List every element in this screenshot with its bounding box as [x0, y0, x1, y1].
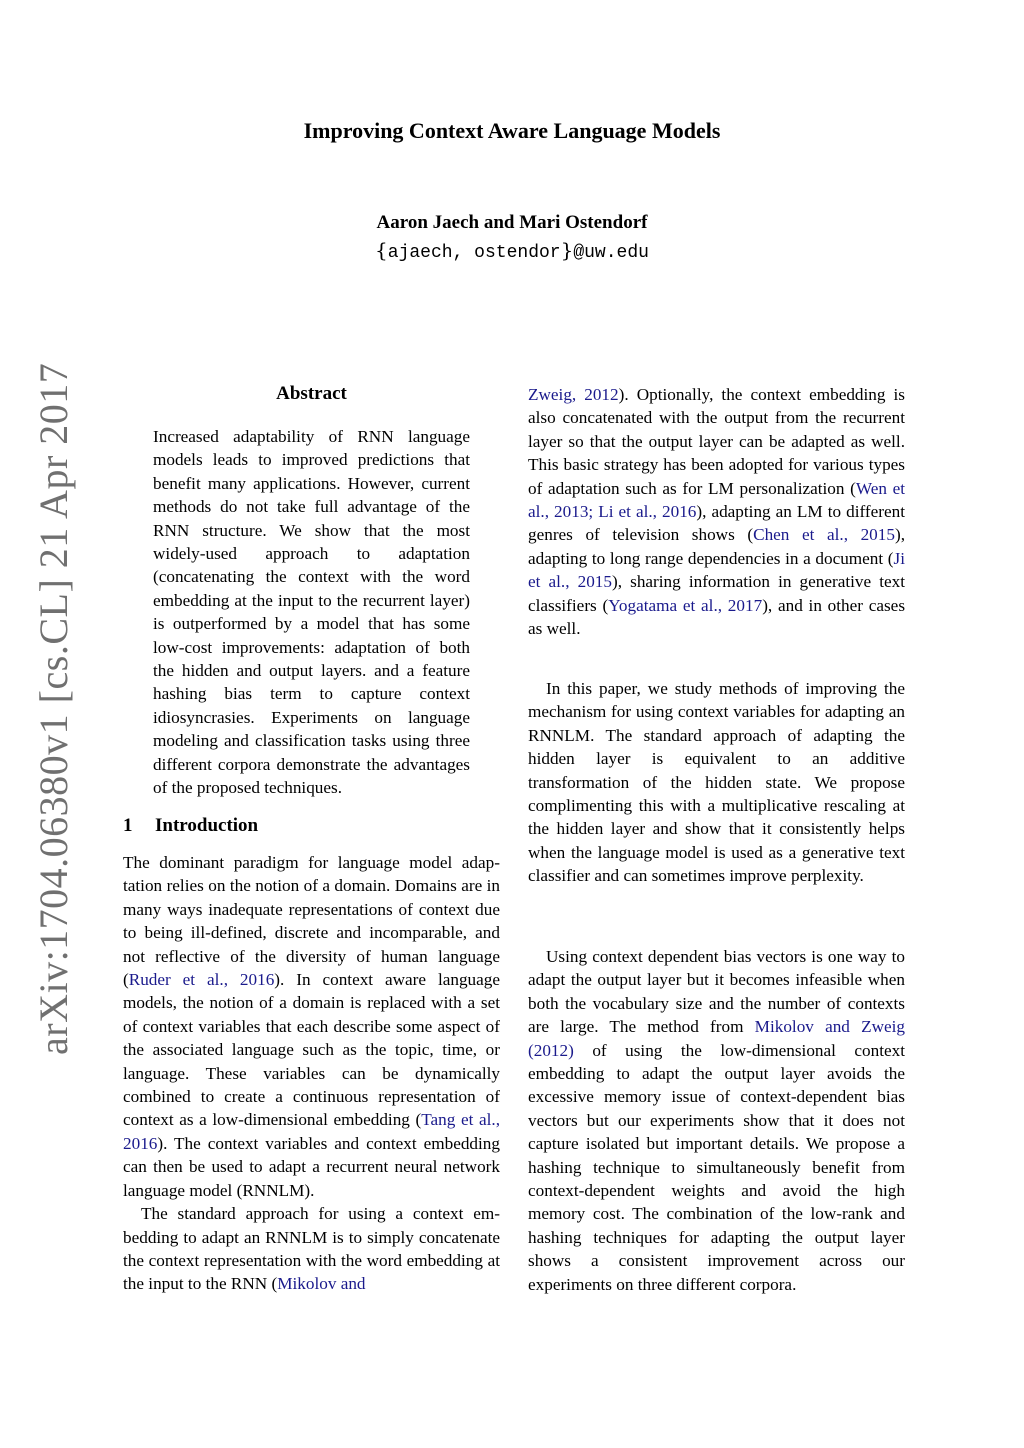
right-column-middle: [528, 677, 905, 888]
intro-paragraph-4: [528, 945, 905, 1296]
text-run: The dominant paradigm for language model adaptation relies on the notion of a domain. Domains are in many ways inadequate representations of context due to being ill-defined, discrete and incomparable, and not reflective of the diversity of human language (: [123, 853, 500, 990]
citation-link[interactable]: Yogatama et al., 2017: [608, 595, 763, 615]
text-run: ), and in other cases as well.: [528, 595, 906, 639]
email-domain: @uw.edu: [573, 243, 649, 263]
intro-paragraph-1: [123, 851, 500, 1202]
intro-paragraph-2-start: [123, 1202, 500, 1296]
citation-link[interactable]: Wen et al., 2013; Li et al., 2016: [528, 478, 905, 522]
text-run: ). In context aware language models, the notion of a domain is replaced with a set of context variables that each describe some aspect of the associated language such as the topic, time, or language. These variables can be dynamically combined to create a continuous representation of context as a low-dimensional embedding (: [123, 970, 500, 1130]
intro-paragraph-2-continued: [528, 383, 905, 640]
text-run: ), adapting an LM to different genres of television shows (: [528, 502, 906, 545]
section-heading-introduction: [123, 815, 258, 837]
text-run: The standard approach for using a context embedding to adapt an RNNLM is to simply concatenate the context representation with the word embedding at the input to the RNN (: [123, 1204, 500, 1294]
email-users: ajaech, ostendor: [387, 243, 561, 263]
abstract-text: Increased adaptability of RNN language models leads to improved predictions that benefit many applications. However, current methods do not take full advantage of the RNN structure. We show that the most widely-used approach to adaptation (concatenating the context with the word embedding at the input to the recurrent layer) is outperformed by a model that has some low-cost improvements: adaptation of both the hidden and output layers. and a feature hashing bias term to capture context idiosyncrasies. Experiments on language modeling and classification tasks using three different corpora demonstrate the advantages of the proposed techniques.: [153, 427, 470, 798]
left-column: [123, 851, 500, 1296]
citation-link[interactable]: Mikolov and Zweig (2012): [528, 1017, 905, 1060]
abstract-heading: Abstract: [276, 383, 347, 404]
intro-paragraph-3: In this paper, we study methods of improving the mechanism for using context variables for adapting an RNNLM. The standard approach of adapting the hidden layer is equivalent to an additive transformation of the hidden state. We propose complimenting this with a multiplicative rescaling at the hidden layer and show that it consistently helps when the language model is used as a generative text classifier and can sometimes improve perplexity.: [528, 679, 905, 886]
email-brace-close: }: [560, 238, 574, 262]
section-title: Introduction: [155, 815, 259, 836]
citation-link[interactable]: Tang et al., 2016: [123, 1110, 501, 1153]
citation-link[interactable]: Mikolov and: [277, 1274, 366, 1294]
text-run: Using context dependent bias vectors is one way to adapt the output layer but it becomes infeasible when both the vocabulary size and the number of contexts are large. The method from: [528, 947, 905, 1037]
author-email: [0, 238, 1024, 263]
citation-link[interactable]: Ji et al., 2015: [528, 548, 905, 592]
arxiv-identifier: arXiv:1704.06380v1 [cs.CL] 21 Apr 2017: [31, 362, 76, 1055]
text-run: of using the low-dimensional context embedding to adapt the output layer avoids the excessive memory issue of context-dependent bias vectors but our experiments show that it does not capture isolated but important details. We propose a hashing technique to simultaneously benefit from context-dependent weights and avoid the high memory cost. The combination of the low-rank and hashing techniques for adapting the output layer shows a consistent improvement across our experiments on three different corpora.: [528, 1040, 905, 1294]
abstract-body: [153, 425, 470, 800]
right-column-bottom: [528, 945, 905, 1296]
citation-link[interactable]: Chen et al., 2015: [753, 525, 895, 545]
citation-link[interactable]: Zweig, 2012: [528, 385, 619, 404]
text-run: ), adapting to long range dependencies in a document (: [528, 525, 905, 568]
paper-authors: Aaron Jaech and Mari Ostendorf: [376, 212, 648, 233]
paper-title: Improving Context Aware Language Models: [303, 118, 721, 143]
right-column-top: [528, 383, 905, 640]
text-run: ). Optionally, the context embedding is also concatenated with the output from the recurrent layer so that the output layer can be adapted as well. This basic strategy has been adopted for various types of adaptation such as for LM personalization (: [528, 385, 905, 498]
email-brace-open: {: [375, 238, 388, 262]
text-run: ). The context variables and context embedding can then be used to adapt a recurrent neural network language model (RNNLM).: [123, 1133, 500, 1200]
section-number: 1: [123, 815, 133, 836]
text-run: ), sharing information in generative text classifiers (: [528, 572, 905, 615]
citation-link[interactable]: Ruder et al., 2016: [128, 970, 275, 990]
